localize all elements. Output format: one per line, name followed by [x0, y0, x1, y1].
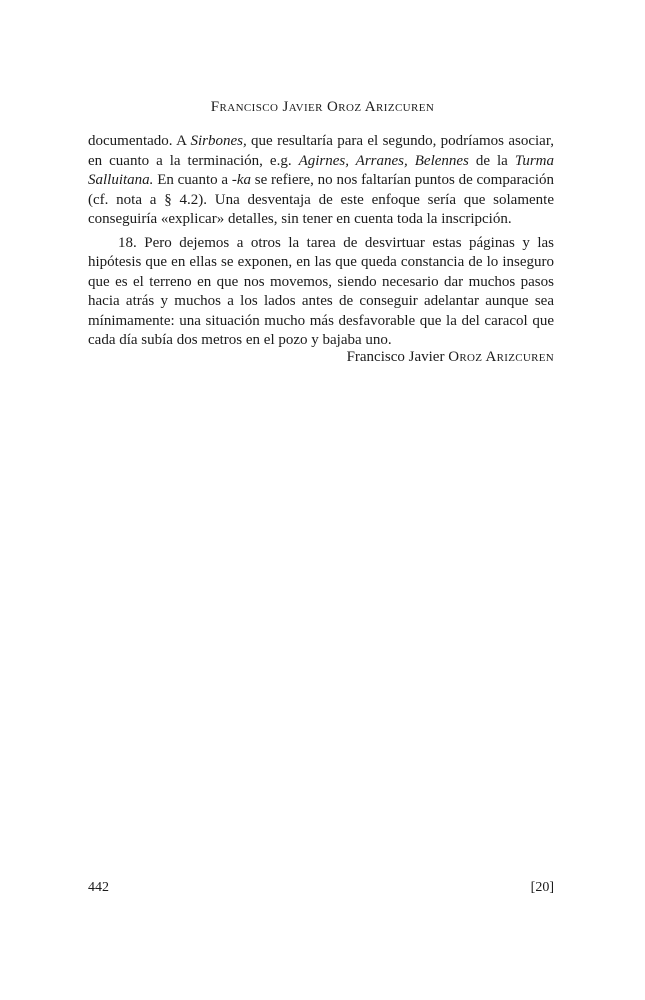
signature-given-name: Francisco Javier	[346, 349, 445, 365]
running-head: Francisco Javier Oroz Arizcuren	[210, 99, 435, 115]
paragraph-2: 18. Pero dejemos a otros la tarea de desvirtuar estas páginas y las hipótesis que en ellas se exponen, en las que queda constancia de lo inseguro que es el terreno en que nos movemos, siendo necesario dar muchos pasos hacia atrás y muchos a los lados antes de conseguir adelantar aunque sea mínimamente: una situación mucho más desfavorable que la del caracol que cada día subía dos metros en el pozo y bajaba uno.	[88, 234, 554, 348]
paragraph-1-italic-turma: Turma Salluitana.	[88, 152, 555, 188]
page-reference: [20]	[530, 880, 554, 895]
paragraph-1-italic-names: Agirnes, Arranes, Belennes	[298, 152, 469, 169]
paragraph-1-italic-ka: -ka	[231, 172, 251, 188]
author-signature	[347, 349, 554, 366]
paragraph-1-text-1: documentado. A	[88, 133, 191, 149]
paragraph-1-text-3: de la	[468, 152, 515, 169]
paragraph-1	[88, 132, 554, 230]
paragraph-1-italic-sirbones: Sirbones,	[190, 133, 247, 149]
signature-surname: Oroz Arizcuren	[448, 349, 554, 365]
paragraph-1-text-5: se refiere, no nos faltarían puntos de comparación (cf. nota a § 4.2). Una desventaja de este enfoque sería que solamente conseguiría «explicar» detalles, sin tener en cuenta toda la inscripción.	[88, 172, 554, 227]
body-text	[88, 132, 554, 351]
page-number: 442	[88, 880, 109, 895]
paragraph-1-text-2: que resultaría para el segundo, podríamos asociar, en cuanto a la terminación, e.g.	[88, 133, 554, 169]
paragraph-1-text-4: En cuanto a	[153, 172, 232, 188]
